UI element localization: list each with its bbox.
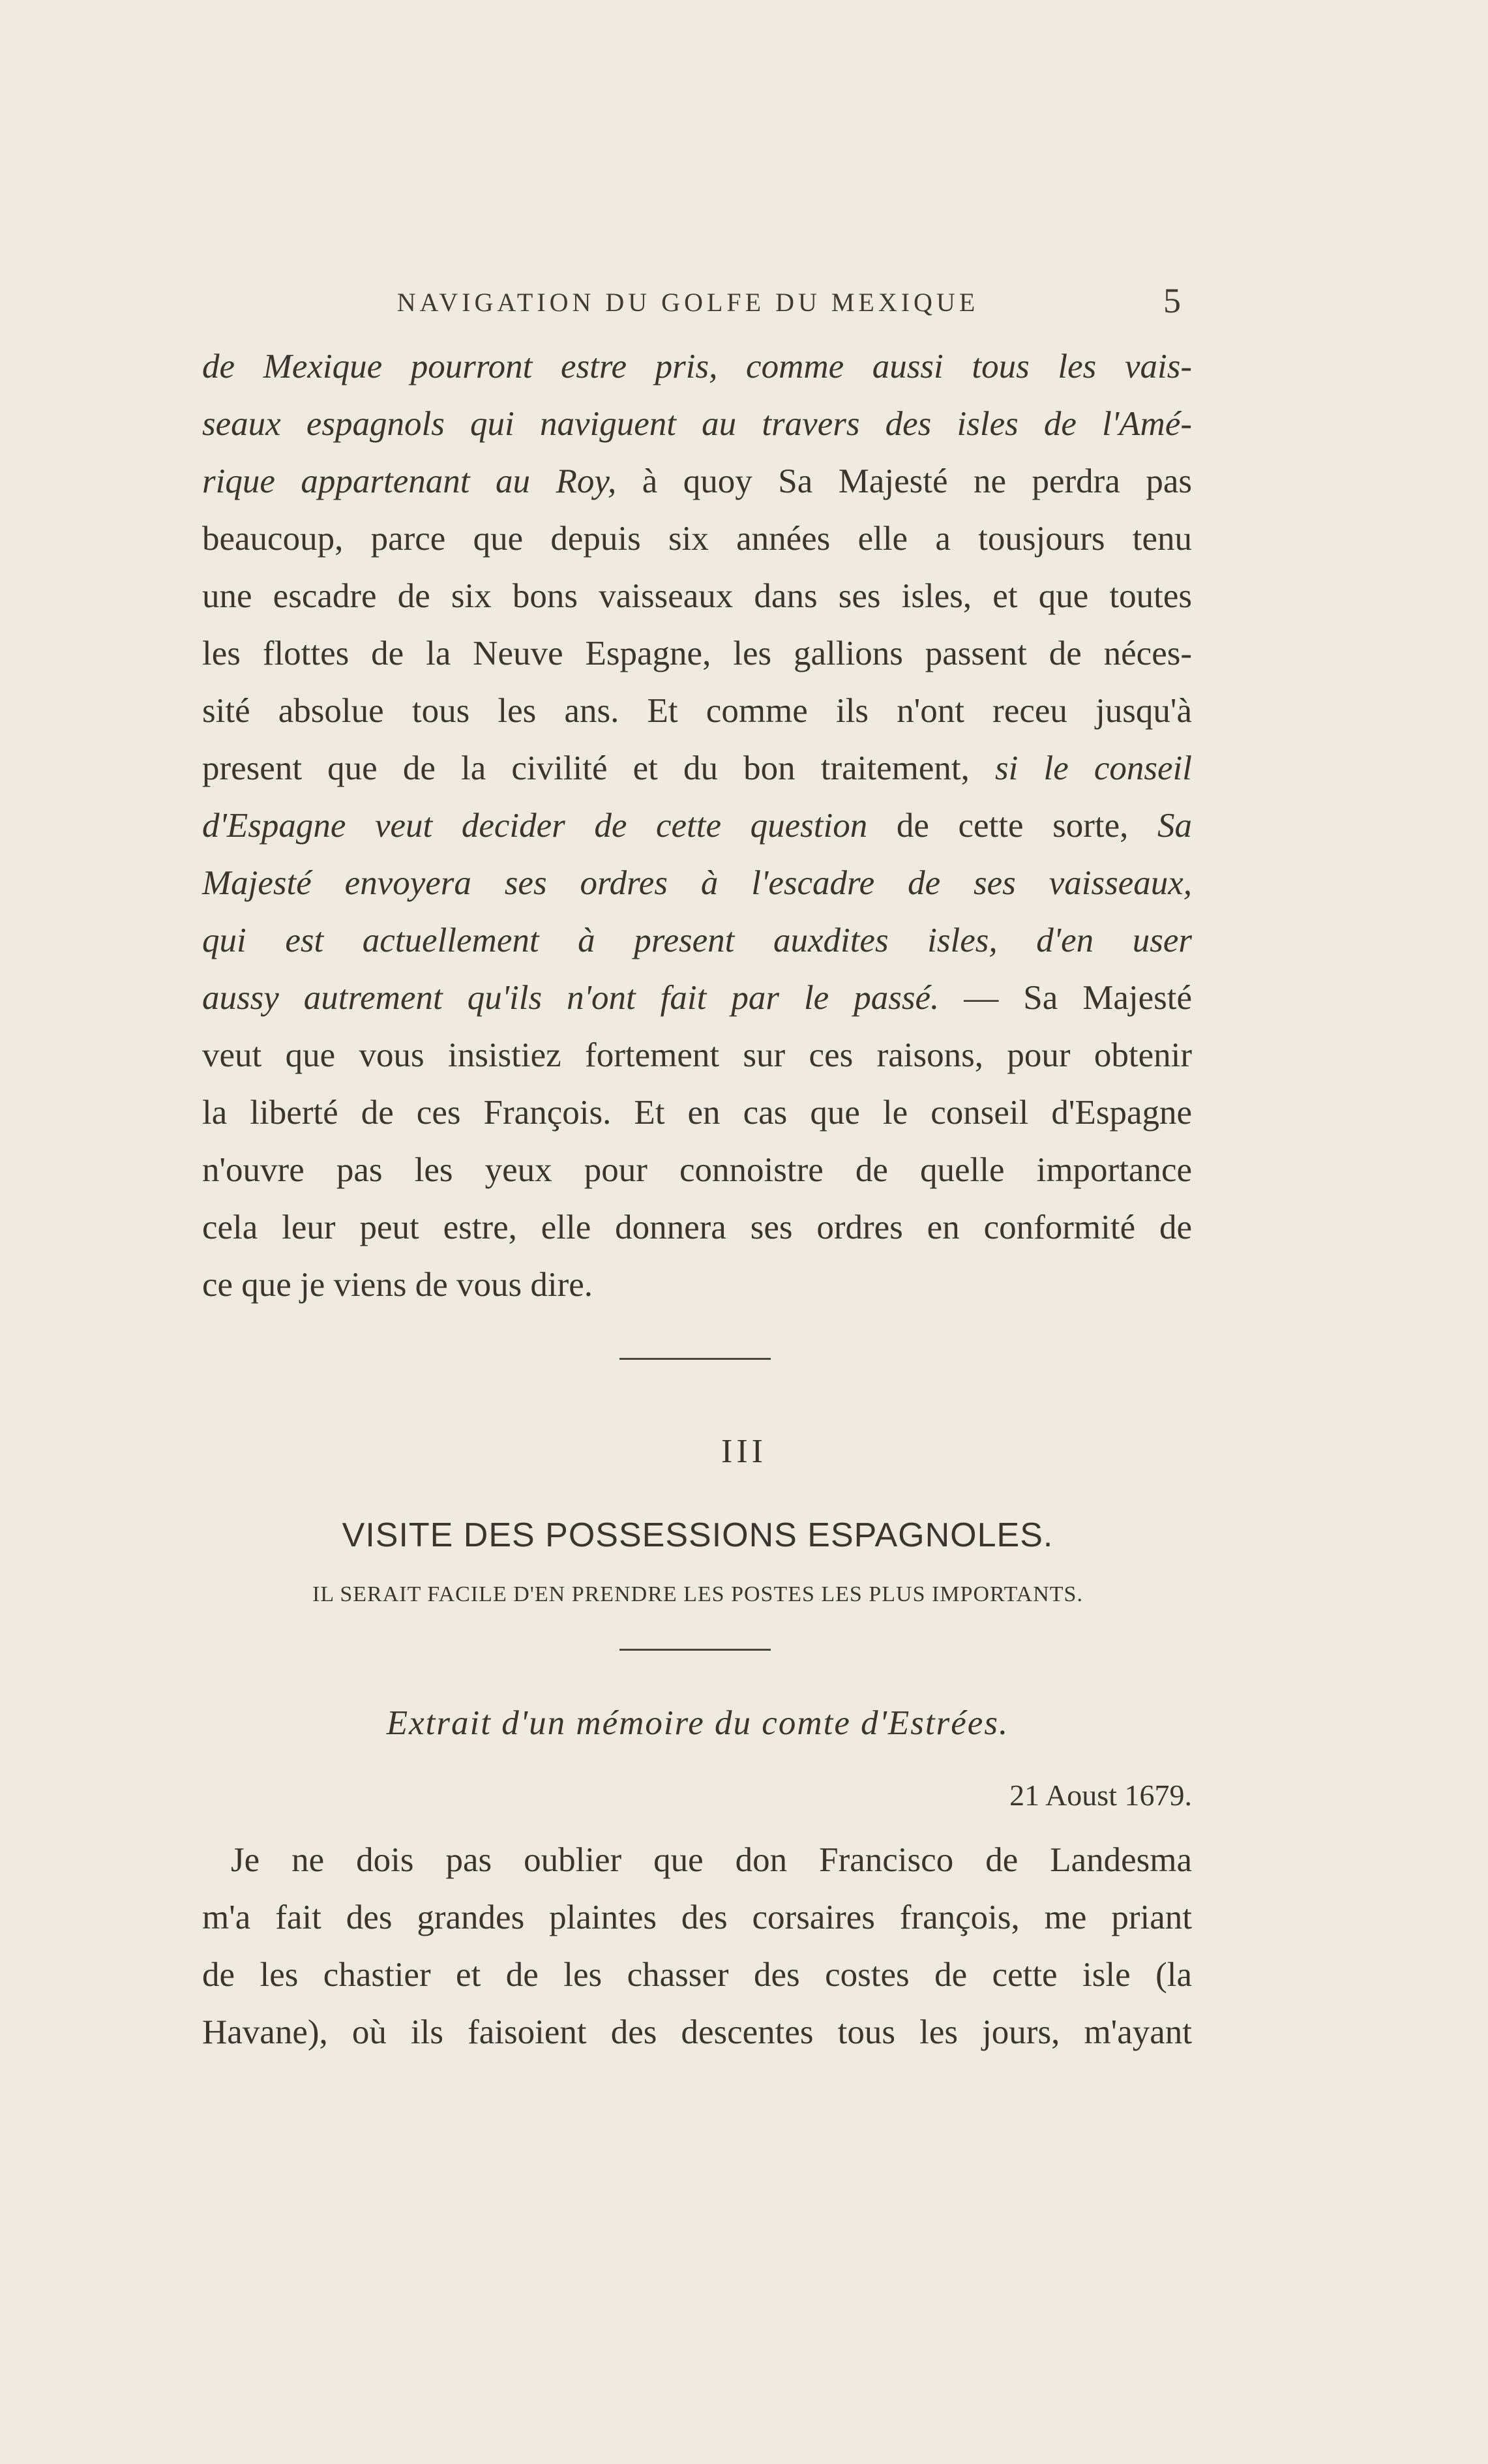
section-title: VISITE DES POSSESSIONS ESPAGNOLES. xyxy=(342,1516,1054,1554)
paragraph-extract xyxy=(202,1831,1192,2061)
text-line: n'ouvre pas les yeux pour connoistre de quelle importance xyxy=(202,1151,1192,1189)
text-line: aussy autrement qu'ils n'ont fait par le passé. — Sa Majesté xyxy=(202,979,1192,1017)
text-line: d'Espagne veut decider de cette question de cette sorte, Sa xyxy=(202,807,1193,845)
text-line: rique appartenant au Roy, à quoy Sa Majesté ne perdra pas xyxy=(202,462,1192,500)
text-line: m'a fait des grandes plaintes des corsaires françois, me priant xyxy=(202,1899,1192,1936)
date-line: 21 Aoust 1679. xyxy=(1009,1779,1192,1812)
text-line: Havane), où ils faisoient des descentes tous les jours, m'ayant xyxy=(202,2013,1192,2051)
text-line: present que de la civilité et du bon traitement, si le conseil xyxy=(202,749,1192,787)
paragraph-continued xyxy=(202,338,1192,1314)
text-line: de Mexique pourront estre pris, comme aussi tous les vais- xyxy=(202,348,1192,385)
section-divider-top xyxy=(619,1358,771,1360)
section-subtitle: IL SERAIT FACILE D'EN PRENDRE LES POSTES LES PLUS IMPORTANTS. xyxy=(312,1582,1083,1606)
page-number: 5 xyxy=(1163,281,1181,320)
text-line: ce que je viens de vous dire. xyxy=(202,1266,593,1304)
text-line: seaux espagnols qui naviguent au travers des isles de l'Amé- xyxy=(202,405,1192,443)
section-divider-bottom xyxy=(619,1649,771,1651)
text-line: Majesté envoyera ses ordres à l'escadre de ses vaisseaux, xyxy=(202,864,1192,902)
text-line: beaucoup, parce que depuis six années elle a tousjours tenu xyxy=(202,520,1192,558)
text-line: veut que vous insistiez fortement sur ces raisons, pour obtenir xyxy=(202,1036,1192,1074)
text-line: de les chastier et de les chasser des costes de cette isle (la xyxy=(202,1956,1192,1994)
text-line: qui est actuellement à present auxdites isles, d'en user xyxy=(202,922,1192,959)
section-number: III xyxy=(721,1433,767,1470)
extract-title: Extrait d'un mémoire du comte d'Estrées. xyxy=(386,1704,1009,1742)
running-head: NAVIGATION DU GOLFE DU MEXIQUE xyxy=(396,288,979,317)
text-line: Je ne dois pas oublier que don Francisco de Landesma xyxy=(231,1841,1192,1879)
text-line: cela leur peut estre, elle donnera ses ordres en conformité de xyxy=(202,1209,1192,1246)
text-line: une escadre de six bons vaisseaux dans ses isles, et que toutes xyxy=(202,577,1192,615)
text-line: les flottes de la Neuve Espagne, les gallions passent de néces- xyxy=(202,635,1192,672)
text-line: sité absolue tous les ans. Et comme ils n'ont receu jusqu'à xyxy=(202,692,1192,730)
text-line: la liberté de ces François. Et en cas que le conseil d'Espagne xyxy=(202,1094,1192,1132)
